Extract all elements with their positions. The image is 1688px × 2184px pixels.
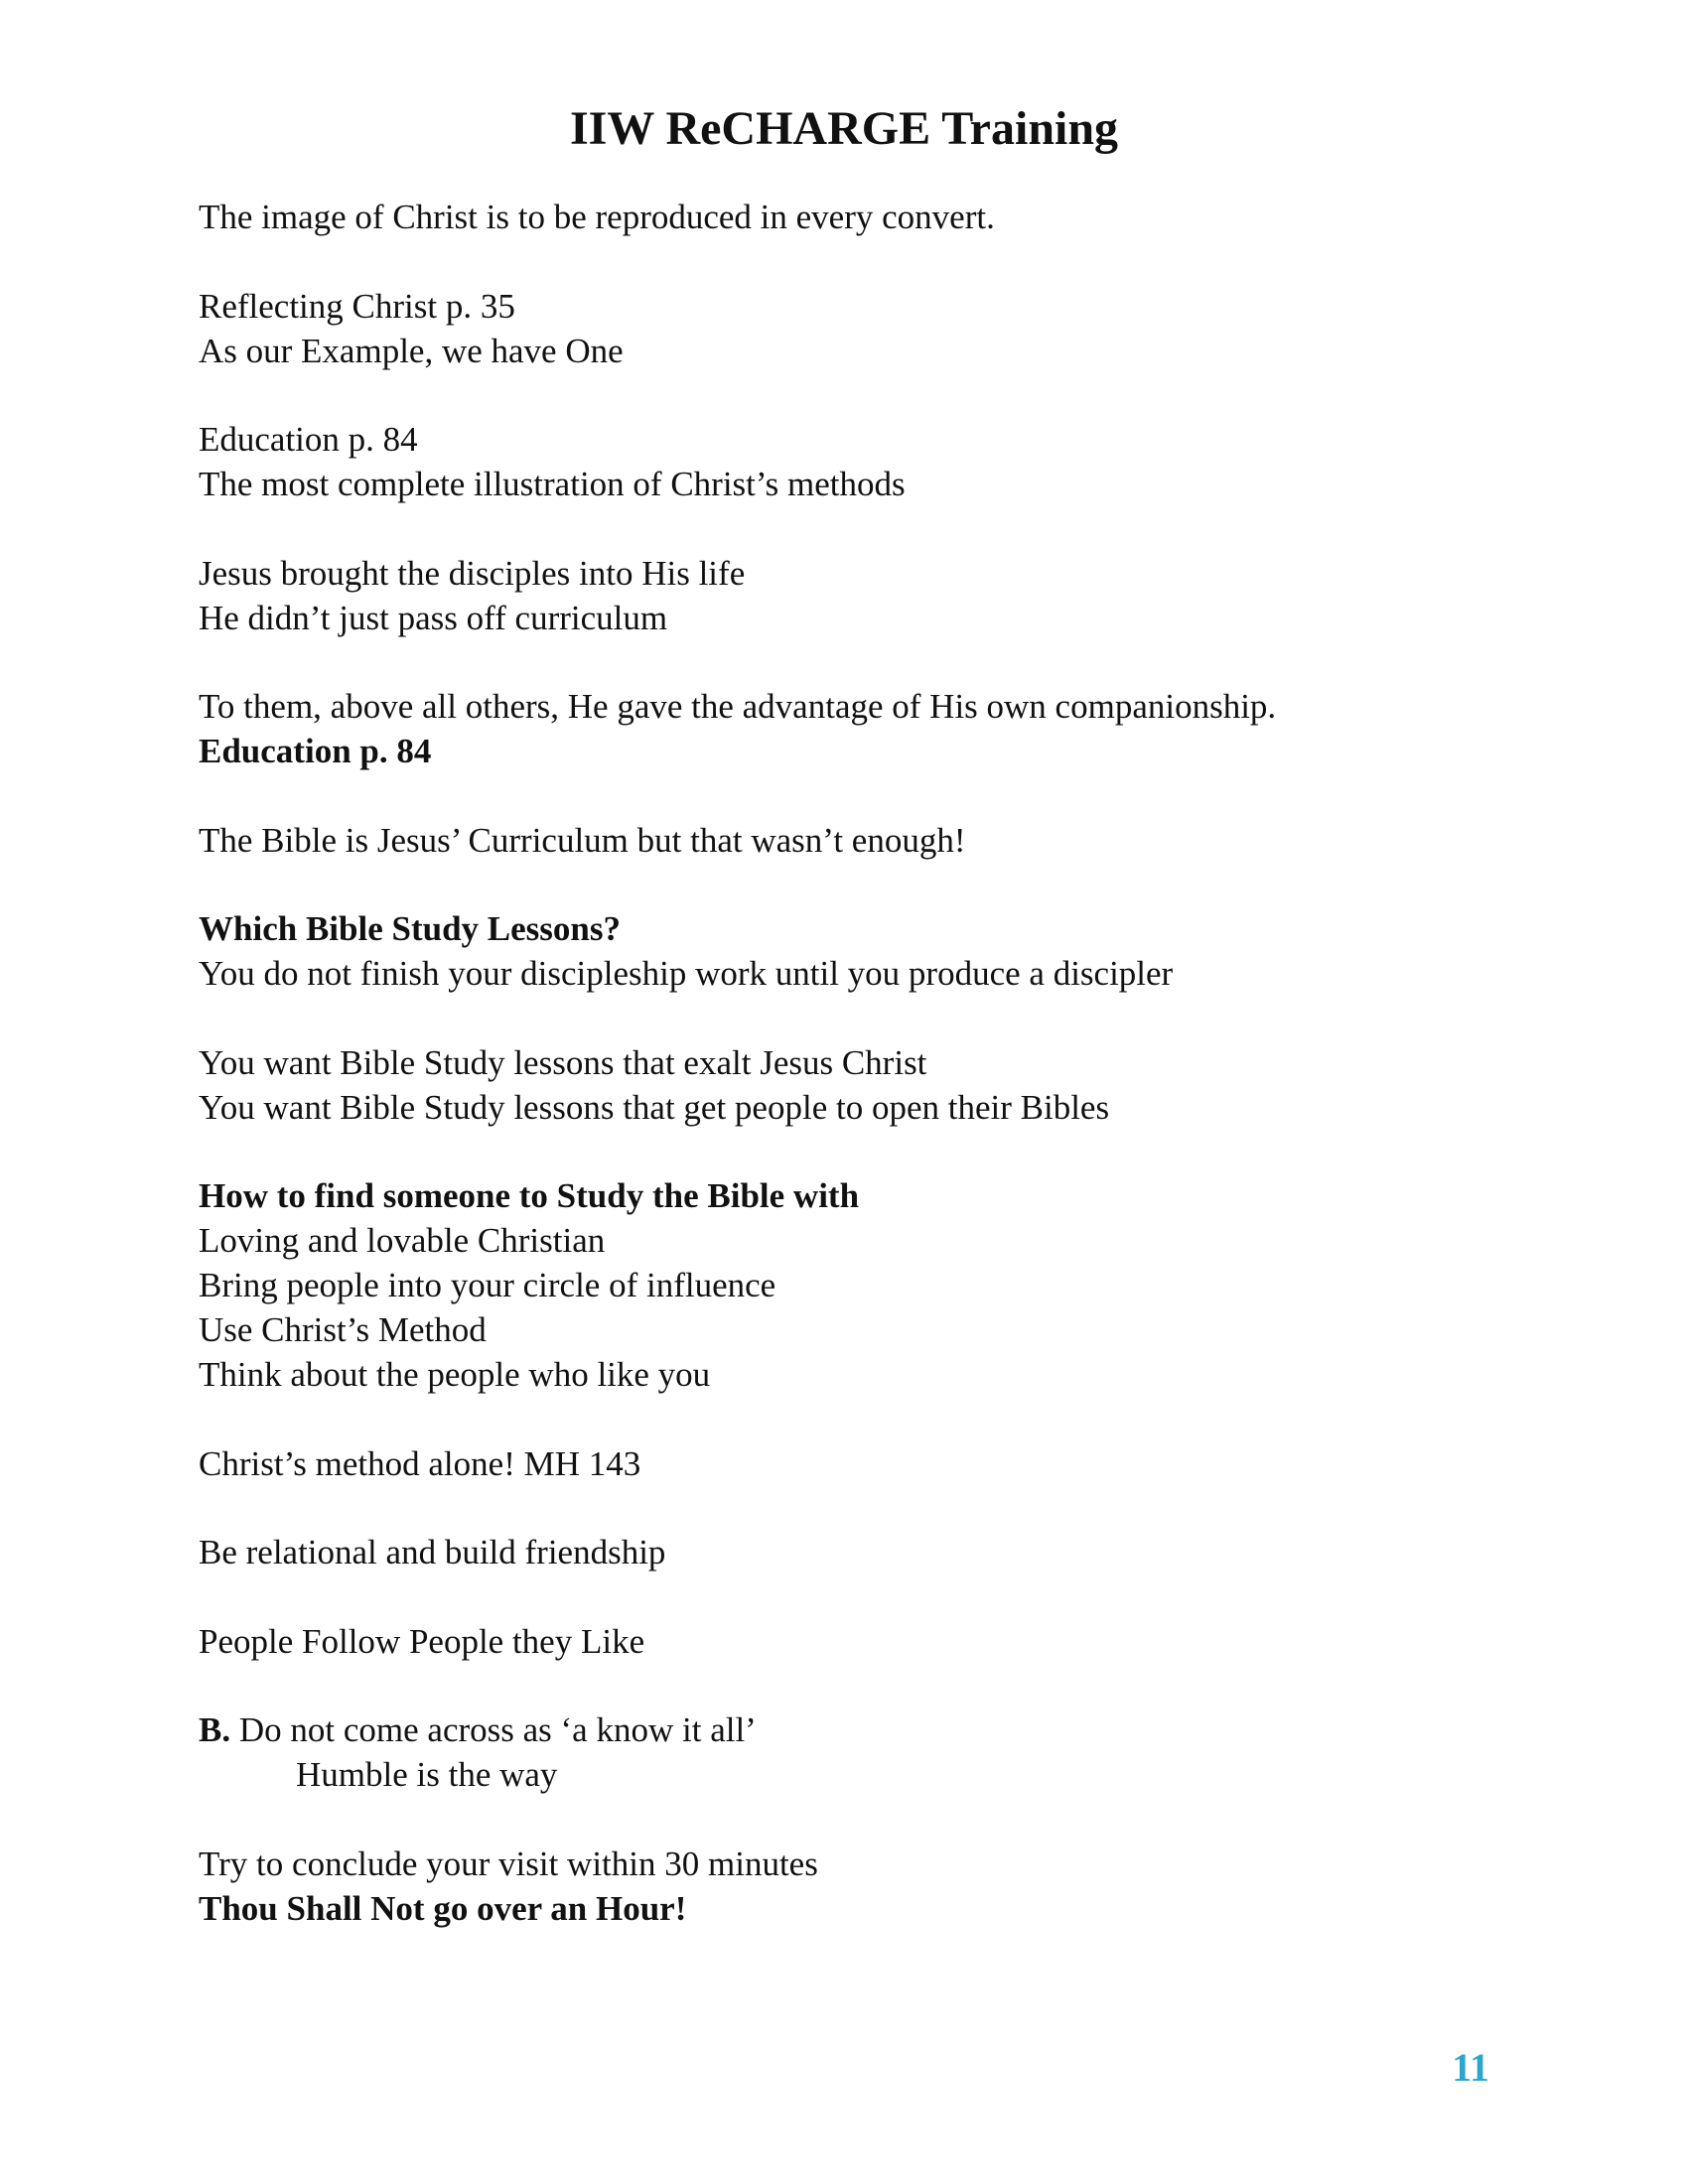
text-line: Education p. 84 — [199, 420, 418, 459]
spacer — [199, 1486, 1489, 1531]
text-line: Be relational and build friendship — [199, 1533, 666, 1571]
section-heading: How to find someone to Study the Bible with — [199, 1176, 860, 1215]
text-line: Use Christ’s Method — [199, 1310, 487, 1349]
text-line: The image of Christ is to be reproduced in every convert. — [199, 198, 995, 236]
text-line: Try to conclude your visit within 30 minutes — [199, 1843, 818, 1883]
text-line: People Follow People they Like — [199, 1621, 645, 1661]
text-line: He didn’t just pass off curriculum — [199, 598, 668, 637]
spacer — [199, 373, 1489, 418]
text-line: You want Bible Study lessons that get people to open their Bibles — [199, 1087, 1110, 1127]
spacer — [199, 1130, 1489, 1174]
text-line: Christ’s method alone! MH 143 — [199, 1443, 641, 1483]
page-title: IIW ReCHARGE Training — [569, 102, 1119, 155]
list-item-text: Do not come across as ‘a know it all’ — [230, 1710, 757, 1749]
text-line: Loving and lovable Christian — [199, 1221, 606, 1260]
text-line: As our Example, we have One — [199, 331, 624, 370]
spacer — [199, 239, 1489, 284]
list-item-b — [199, 1707, 1489, 1752]
citation: Education p. 84 — [199, 732, 432, 770]
spacer — [199, 1797, 1489, 1842]
spacer — [199, 1397, 1489, 1441]
text-line: Bring people into your circle of influence — [199, 1266, 776, 1304]
spacer — [199, 640, 1489, 685]
spacer — [199, 863, 1489, 907]
spacer — [199, 996, 1489, 1040]
text-line: The most complete illustration of Christ’s methods — [199, 465, 906, 503]
page-number: 11 — [1452, 2045, 1489, 2090]
indented-line: Humble is the way — [296, 1755, 558, 1794]
list-marker: B. — [199, 1710, 231, 1749]
spacer — [199, 1664, 1489, 1708]
quote-line: To them, above all others, He gave the advantage of His own companionship. — [199, 687, 1277, 726]
emphasis-line: Thou Shall Not go over an Hour! — [199, 1888, 687, 1928]
spacer — [199, 506, 1489, 551]
text-line: The Bible is Jesus’ Curriculum but that wasn’t enough! — [199, 820, 966, 860]
document-body — [199, 195, 1489, 1931]
spacer — [199, 773, 1489, 818]
text-line: Think about the people who like you — [199, 1355, 711, 1394]
text-line: You do not finish your discipleship work until you produce a discipler — [199, 954, 1174, 993]
text-line: Reflecting Christ p. 35 — [199, 286, 515, 326]
text-line: You want Bible Study lessons that exalt Jesus Christ — [199, 1042, 927, 1082]
section-heading: Which Bible Study Lessons? — [199, 909, 621, 948]
text-line: Jesus brought the disciples into His life — [199, 553, 746, 593]
spacer — [199, 1574, 1489, 1619]
